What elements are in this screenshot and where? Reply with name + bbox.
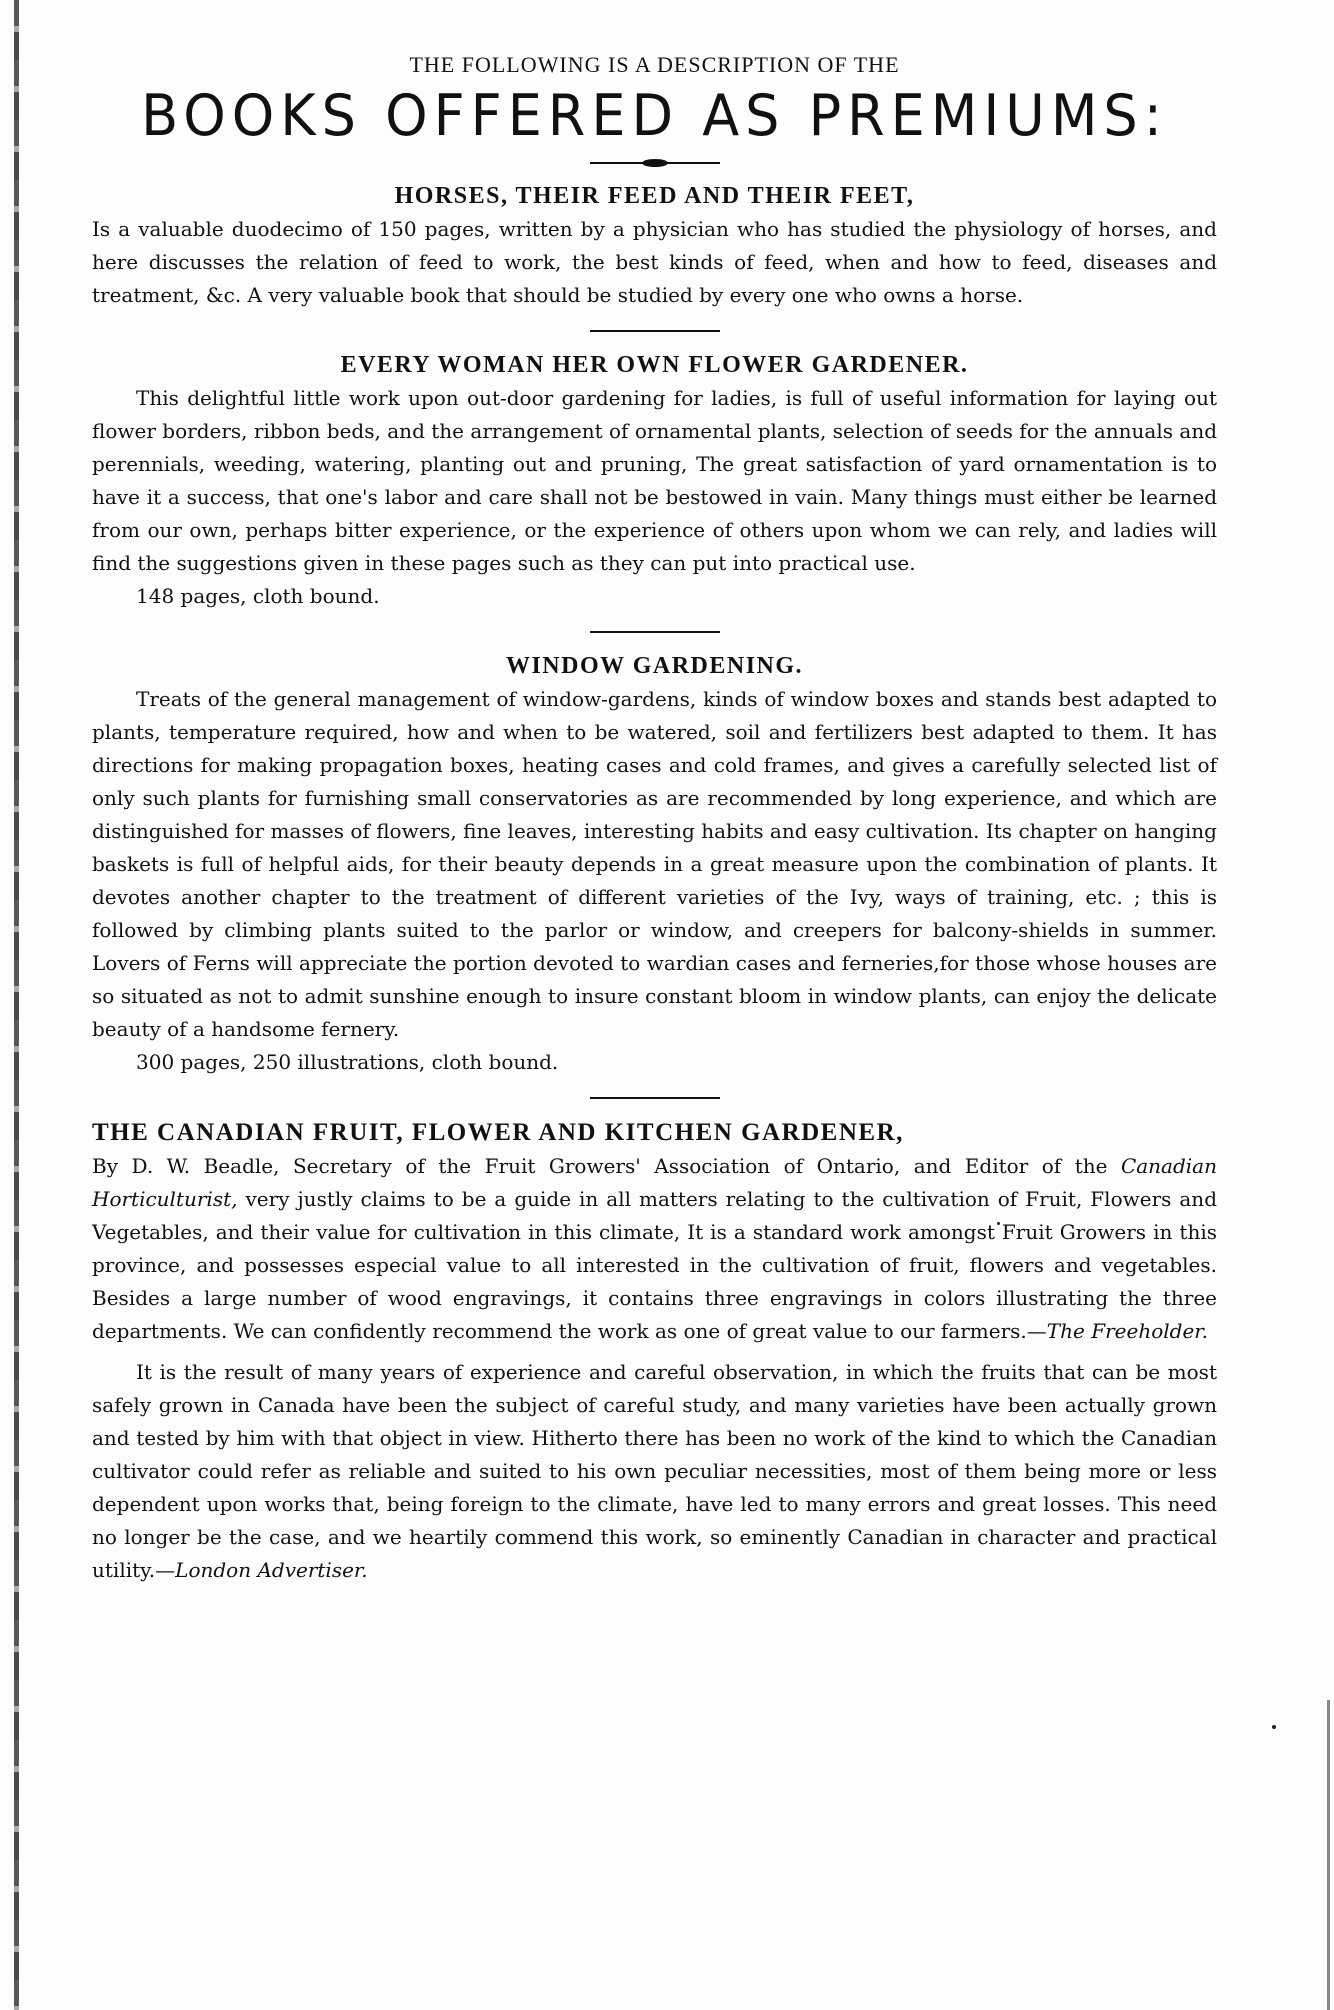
review-1-text-b: very justly claims to be a guide in all matters relating to the cultivation of Fruit, Flowers and Vegetables, and their value for cultivation in this climate, It is a standard work amongst Fruit Growers in this province, and possesses especial value to all interested in the cultivation of fruit, flowers and vegetables. Besides a large number of wood engravings, it contains three engravings in colors illustrating the three departments. We can confidently recommend the work as one of great value to our farmers.— [92,1187,1217,1343]
title-ornament [590,159,720,167]
section-body-window-gardening: Treats of the general management of window-gardens, kinds of window boxes and stands best adapted to plants, temperature required, how and when to be watered, soil and fertilizers best adapted to them. It has directions for making propagation boxes, heating cases and cold frames, and gives a carefully selected list of only such plants for furnishing small conservatories as are recommended by long experience, and which are distinguished for masses of flowers, fine leaves, interesting habits and easy cultivation. Its chapter on hanging baskets is full of helpful aids, for their beauty depends in a great measure upon the combination of plants. It devotes another chapter to the treatment of different varieties of the Ivy, ways of training, etc. ; this is followed by climbing plants suited to the parlor or window, and creepers for balcony-shields in summer. Lovers of Ferns will appreciate the portion devoted to wardian cases and ferneries,for those whose houses are so situated as not to admit sunshine enough to insure constant bloom in window plants, can enjoy the delicate beauty of a handsome fernery. [92,687,1217,1041]
section-title-horses: HORSES, THEIR FEED AND THEIR FEET, [394,183,915,209]
section-body-flower-gardener: This delightful little work upon out-door gardening for ladies, is full of useful information for laying out flower borders, ribbon beds, and the arrangement of ornamental plants, selection of seeds for the annuals and perennials, weeding, watering, planting out and pruning, The great satisfaction of yard ornamentation is to have it a success, that one's labor and care shall not be bestowed in vain. Many things must either be learned from our own, perhaps bitter experience, or the experience of others upon whom we can rely, and ladies will find the suggestions given in these pages such as they can put into practical use. [92,386,1217,575]
paragraph-gap [92,1348,1217,1356]
page-title: BOOKS OFFERED AS PREMIUMS: [141,82,1168,149]
section-divider [590,330,720,332]
review-1-source: The Freeholder. [1046,1319,1208,1343]
section-horses [92,183,1217,312]
section-flower-gardener [92,352,1217,613]
section-window-gardening [92,653,1217,1079]
review-1-publication-name: Canadian Horticulturist, [92,1154,1217,1211]
section-details-flower-gardener: 148 pages, cloth bound. [136,584,380,608]
section-title-window-gardening: WINDOW GARDENING. [505,653,804,679]
section-body-canadian-gardener-review-1 [92,1150,1217,1348]
section-body-canadian-gardener-review-2 [92,1356,1217,1587]
intro-line: THE FOLLOWING IS A DESCRIPTION OF THE [409,52,900,77]
section-title-flower-gardener: EVERY WOMAN HER OWN FLOWER GARDENER. [340,352,969,378]
section-body-horses: Is a valuable duodecimo of 150 pages, written by a physician who has studied the physiology of horses, and here discusses the relation of feed to work, the best kinds of feed, when and how to feed, diseases and treatment, &c. A very valuable book that should be studied by every one who owns a horse. [92,217,1217,307]
stray-ink-dot [1272,1725,1276,1729]
page-content [92,52,1217,1587]
review-1-text-a: By D. W. Beadle, Secretary of the Fruit Growers' Association of Ontario, and Editor of the [92,1154,1121,1178]
section-divider [590,631,720,633]
section-details-window-gardening: 300 pages, 250 illustrations, cloth bound. [136,1050,559,1074]
binding-edge-right [1327,1700,1330,2010]
review-2-source: London Advertiser. [175,1558,368,1582]
review-2-text: It is the result of many years of experience and careful observation, in which the fruits that can be most safely grown in Canada have been the subject of careful study, and many varieties have been actually grown and tested by him with that object in view. Hitherto there has been no work of the kind to which the Canadian cultivator could refer as reliable and suited to his own peculiar necessities, most of them being more or less dependent upon works that, being foreign to the climate, have led to many errors and great losses. This need no longer be the case, and we heartily commend this work, so eminently Canadian in character and practical utility.— [92,1360,1217,1582]
binding-edge-left [14,0,19,2010]
section-divider [590,1097,720,1099]
section-canadian-gardener [92,1119,1217,1587]
section-title-canadian-gardener: THE CANADIAN FRUIT, FLOWER AND KITCHEN GARDENER, [92,1119,904,1146]
